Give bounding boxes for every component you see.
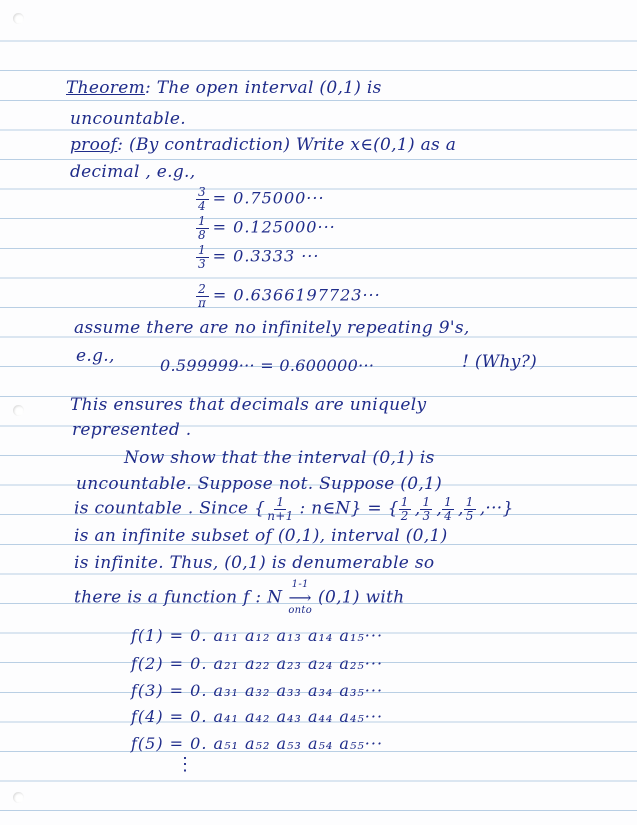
proof-line-2: decimal , e.g., — [70, 162, 196, 182]
f-row: f(5) = 0. a₅₁ a₅₂ a₅₃ a₅₄ a₅₅··· — [131, 734, 384, 753]
show-line-6: there is a function f : N 1-1 ⟶ onto (0,1) with — [74, 579, 405, 616]
show-line-1: Now show that the interval (0,1) is — [124, 448, 435, 468]
set-fraction: $\frac{1}{4}$ — [444, 495, 453, 523]
show-line-2: uncountable. Suppose not. Suppose (0,1) — [76, 474, 443, 494]
fraction: $\frac{3}{4}$ — [198, 185, 207, 213]
binder-hole-middle — [13, 405, 24, 416]
binder-hole-top — [13, 13, 24, 24]
assume-line: assume there are no infinitely repeating 9's, — [74, 318, 470, 338]
set-comma: , — [414, 498, 421, 519]
set-comma: , — [458, 498, 464, 519]
fraction: $\frac{2}{\pi}$ — [198, 282, 207, 310]
set-fraction: $\frac{1}{5}$ — [465, 495, 474, 523]
example-row: $\frac{3}{4}$ = 0.75000··· — [198, 185, 325, 213]
proof-line-1 — [70, 135, 456, 155]
set-fraction: $\frac{1}{3}$ — [422, 495, 431, 523]
proof-text: : (By contradiction) Write x∈(0,1) as a — [117, 135, 457, 155]
fraction: $\frac{1}{3}$ — [198, 243, 207, 271]
bijection-arrow: 1-1 ⟶ onto — [288, 579, 313, 616]
show-line-3: is countable . Since { $\frac{1}{n+1}$ : n∈N} = { $\frac{1}{2}$ , $\frac{1}{3}$ , $\frac{1}{4}$ , $\frac{1}{5}$ ,···} — [74, 495, 514, 523]
unique-line-2: represented . — [72, 420, 192, 440]
eg-label: e.g., — [76, 346, 115, 366]
binder-hole-bottom — [13, 792, 24, 803]
eg-value: 0.599999··· = 0.600000··· — [160, 356, 375, 375]
show-line-5: is infinite. Thus, (0,1) is denumerable so — [74, 553, 435, 573]
example-row: $\frac{1}{8}$ = 0.125000··· — [198, 214, 336, 242]
vertical-ellipsis: ⋮ — [176, 754, 194, 775]
show-line-4: is an infinite subset of (0,1), interval (0,1) — [74, 526, 448, 546]
proof-label: proof — [70, 135, 118, 155]
why-note: ! (Why?) — [462, 352, 538, 372]
f-row: f(3) = 0. a₃₁ a₃₂ a₃₃ a₃₄ a₃₅··· — [131, 681, 384, 700]
fraction: $\frac{1}{n+1}$ — [267, 495, 294, 523]
unique-line-1: This ensures that decimals are uniquely — [70, 395, 427, 415]
fraction: $\frac{1}{8}$ — [198, 214, 207, 242]
set-listing — [399, 495, 480, 523]
set-comma: , — [436, 498, 443, 519]
theorem-label: Theorem — [66, 78, 145, 98]
f-row: f(4) = 0. a₄₁ a₄₂ a₄₃ a₄₄ a₄₅··· — [131, 707, 384, 726]
theorem-text: : The open interval (0,1) is — [145, 78, 382, 98]
f-row: f(1) = 0. a₁₁ a₁₂ a₁₃ a₁₄ a₁₅··· — [131, 626, 384, 645]
example-row: $\frac{2}{\pi}$ = 0.6366197723··· — [198, 282, 381, 310]
example-row: $\frac{1}{3}$ = 0.3333 ··· — [198, 243, 320, 271]
f-row: f(2) = 0. a₂₁ a₂₂ a₂₃ a₂₄ a₂₅··· — [131, 654, 384, 673]
set-fraction: $\frac{1}{2}$ — [400, 495, 409, 523]
theorem-line-2: uncountable. — [70, 109, 186, 129]
theorem-line-1 — [66, 78, 382, 98]
